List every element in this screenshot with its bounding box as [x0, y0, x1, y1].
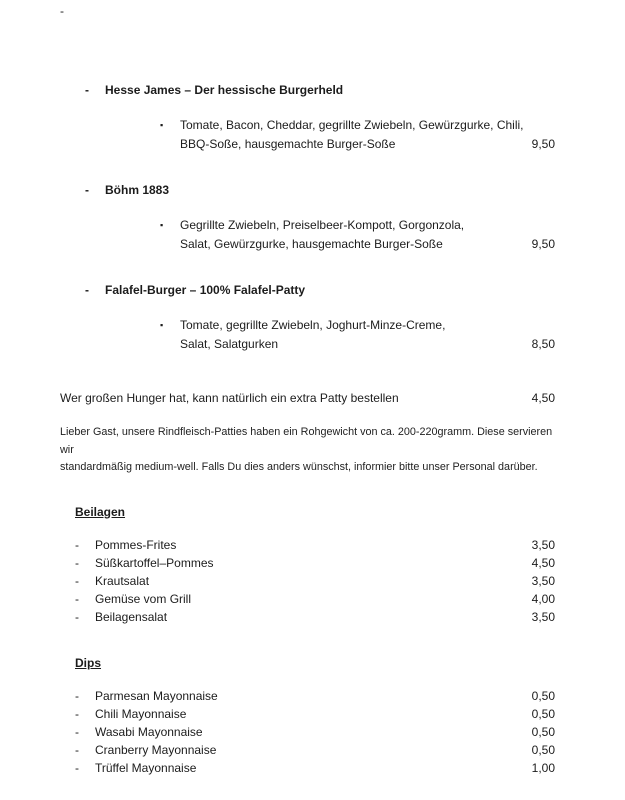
square-bullet: ▪ — [160, 120, 164, 130]
price: 9,50 — [531, 237, 555, 251]
price: 0,50 — [531, 688, 555, 703]
item-name: Krautsalat — [95, 573, 150, 588]
item-name: Cranberry Mayonnaise — [95, 742, 217, 757]
ingredient-line: Salat, Gewürzgurke, hausgemachte Burger-Soße — [180, 237, 443, 251]
burger-name-row — [85, 283, 555, 298]
guest-note-line: standardmäßig medium-well. Falls Du dies anders wünschst, informier bitte unser Personal darüber. — [60, 461, 538, 473]
list-item — [75, 741, 555, 759]
extra-patty-row — [60, 391, 555, 406]
item-name: Parmesan Mayonnaise — [95, 688, 218, 703]
ingredient-lines — [180, 116, 524, 154]
burger-name-row — [85, 83, 555, 98]
list-item — [75, 554, 555, 572]
item-name: Gemüse vom Grill — [95, 591, 192, 606]
ingredient-line: Tomate, Bacon, Cheddar, gegrillte Zwiebeln, Gewürzgurke, Chili, — [180, 118, 524, 132]
ingredient-line: BBQ-Soße, hausgemachte Burger-Soße — [180, 137, 396, 151]
burger-name: Böhm 1883 — [105, 183, 170, 197]
square-bullet: ▪ — [160, 220, 164, 230]
list-item — [75, 687, 555, 705]
ingredient-lines — [180, 216, 464, 254]
page-corner-mark: - — [60, 4, 64, 18]
list-item — [75, 705, 555, 723]
item-name: Chili Mayonnaise — [95, 706, 187, 721]
section-heading-beilagen: Beilagen — [75, 504, 126, 519]
burger-ingredients-row — [160, 316, 555, 354]
dash-bullet: - — [75, 555, 79, 570]
dash-bullet: - — [75, 760, 79, 775]
burger-ingredients-row — [160, 116, 555, 154]
item-name: Trüffel Mayonnaise — [95, 760, 197, 775]
list-item — [75, 759, 555, 777]
list-item — [75, 536, 555, 554]
ingredient-line: Gegrillte Zwiebeln, Preiselbeer-Kompott, Gorgonzola, — [180, 218, 465, 232]
burger-entry — [60, 183, 555, 254]
square-bullet: ▪ — [160, 320, 164, 330]
dash-bullet: - — [75, 742, 79, 757]
list-item — [75, 572, 555, 590]
burger-ingredients-row — [160, 216, 555, 254]
burger-entry — [60, 283, 555, 354]
ingredient-line: Salat, Salatgurken — [180, 337, 279, 351]
burger-name-row — [85, 183, 555, 198]
dash-bullet: - — [75, 591, 79, 606]
dips-list — [60, 687, 555, 777]
dash-bullet: - — [85, 283, 89, 297]
item-name: Beilagensalat — [95, 609, 168, 624]
guest-note — [60, 424, 555, 477]
item-name: Süßkartoffel–Pommes — [95, 555, 214, 570]
list-item — [75, 608, 555, 626]
guest-note-line: Lieber Gast, unsere Rindfleisch-Patties haben ein Rohgewicht von ca. 200-220gramm. Diese servieren wir — [60, 426, 553, 456]
list-item — [75, 590, 555, 608]
dash-bullet: - — [85, 183, 89, 197]
burger-entry — [60, 83, 555, 154]
price: 9,50 — [531, 137, 555, 151]
dash-bullet: - — [85, 83, 89, 97]
beilagen-list — [60, 536, 555, 626]
burger-name: Falafel-Burger – 100% Falafel-Patty — [105, 283, 306, 297]
ingredient-line: Tomate, gegrillte Zwiebeln, Joghurt-Minze-Creme, — [180, 318, 446, 332]
dash-bullet: - — [75, 688, 79, 703]
price: 3,50 — [531, 573, 555, 588]
ingredient-lines — [180, 316, 445, 354]
price: 0,50 — [531, 742, 555, 757]
dash-bullet: - — [75, 537, 79, 552]
price: 8,50 — [531, 337, 555, 351]
price: 0,50 — [531, 706, 555, 721]
extra-patty-text: Wer großen Hunger hat, kann natürlich ein extra Patty bestellen — [60, 391, 399, 405]
dash-bullet: - — [75, 609, 79, 624]
list-item — [75, 723, 555, 741]
section-heading-dips: Dips — [75, 655, 102, 670]
price: 4,50 — [531, 555, 555, 570]
price: 4,50 — [531, 391, 555, 405]
item-name: Wasabi Mayonnaise — [95, 724, 203, 739]
item-name: Pommes-Frites — [95, 537, 177, 552]
price: 4,00 — [531, 591, 555, 606]
burger-name: Hesse James – Der hessische Burgerheld — [105, 83, 344, 97]
dash-bullet: - — [75, 573, 79, 588]
dash-bullet: - — [75, 724, 79, 739]
price: 1,00 — [531, 760, 555, 775]
price: 3,50 — [531, 609, 555, 624]
dash-bullet: - — [75, 706, 79, 721]
price: 3,50 — [531, 537, 555, 552]
price: 0,50 — [531, 724, 555, 739]
